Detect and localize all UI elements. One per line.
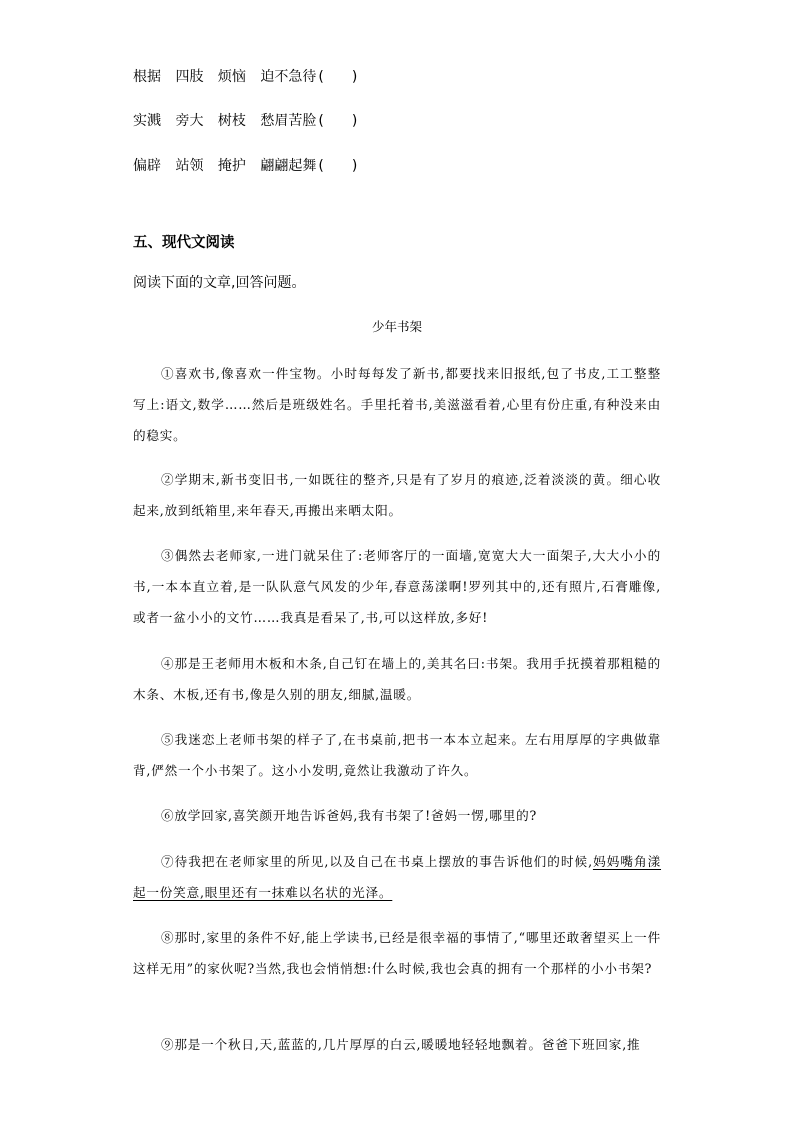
paragraph-1: ①喜欢书,像喜欢一件宝物。小时每每发了新书,都要找来旧报纸,包了书皮,工工整整写上:语文,数学……然后是班级姓名。手里托着书,美滋滋看着,心里有份庄重,有种没来由的稳实。	[133, 366, 661, 443]
paragraph-8: ⑧那时,家里的条件不好,能上学读书,已经是很幸福的事情了,“哪里还敢奢望买上一件这样无用”的家伙呢?当然,我也会悄悄想:什么时候,我也会真的拥有一个那样的小小书架?	[133, 930, 661, 976]
paragraph-6: ⑥放学回家,喜笑颜开地告诉爸妈,我有书架了!爸妈一愣,哪里的?	[161, 808, 538, 823]
section-heading: 五、现代文阅读	[133, 235, 235, 251]
word-group-2	[133, 112, 357, 130]
word: 站领	[175, 158, 204, 174]
underlined-sentence: 妈妈嘴角漾起一份笑意,眼里还有一抹难以名状的光泽。	[133, 854, 662, 900]
paragraph-2: ②学期末,新书变旧书,一如既往的整齐,只是有了岁月的痕迹,泛着淡淡的黄。细心收起来,放到纸箱里,来年春天,再搬出来晒太阳。	[133, 472, 661, 518]
word: 烦恼	[217, 69, 246, 85]
answer-blank[interactable]: ( )	[318, 113, 358, 129]
paragraph-5: ⑤我迷恋上老师书架的样子了,在书桌前,把书一本本立起来。左右用厚厚的字典做靠背,俨然一个小书架了。这小小发明,竟然让我激动了许久。	[133, 732, 661, 778]
word: 根据	[133, 69, 161, 85]
reading-instruction: 阅读下面的文章,回答问题。	[133, 275, 306, 291]
word: 树枝	[217, 113, 246, 129]
word: 翩翩起舞	[260, 158, 317, 174]
paragraph-3: ③偶然去老师家,一进门就呆住了:老师客厅的一面墙,宽宽大大一面架子,大大小小的书,一本本直立着,是一队队意气风发的少年,春意荡漾啊!罗列其中的,还有照片,石膏雕像,或者一盆小小的文竹……我真是看呆了,书,可以这样放,多好!	[133, 548, 661, 625]
word-group-1	[133, 68, 357, 86]
word-group-3	[133, 157, 357, 175]
paragraph-4: ④那是王老师用木板和木条,自己钉在墙上的,美其名曰:书架。我用手抚摸着那粗糙的木条、木板,还有书,像是久别的朋友,细腻,温暖。	[133, 656, 661, 702]
word: 偏辟	[133, 158, 161, 174]
word: 迫不急待	[260, 69, 317, 85]
answer-blank[interactable]: ( )	[318, 69, 358, 85]
paragraph-9: ⑨那是一个秋日,天,蓝蓝的,几片厚厚的白云,暖暖地轻轻地飘着。爸爸下班回家,推	[161, 1037, 641, 1052]
answer-blank[interactable]: ( )	[318, 158, 358, 174]
word: 愁眉苦脸	[260, 113, 317, 129]
paragraph-7	[133, 846, 661, 908]
word: 四肢	[175, 69, 204, 85]
word: 旁大	[175, 113, 204, 129]
word: 掩护	[217, 158, 246, 174]
paragraph-7-text: ⑦待我把在老师家里的所见,以及自己在书桌上摆放的事告诉他们的时候,	[161, 854, 593, 869]
word: 实溅	[133, 113, 161, 129]
article-title: 少年书架	[371, 319, 422, 334]
